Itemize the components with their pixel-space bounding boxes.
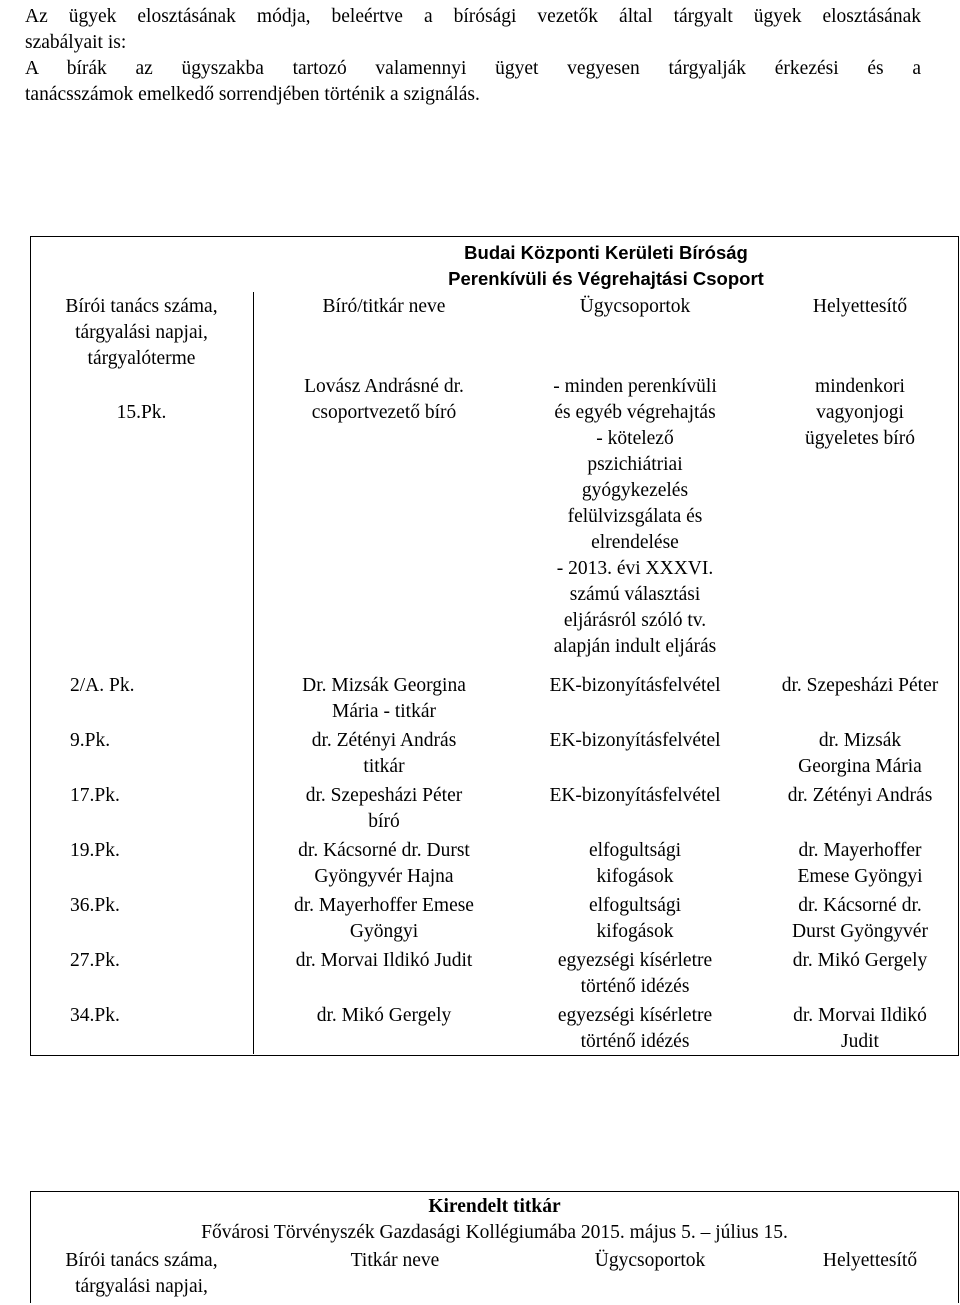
substitute-line: Durst Gyöngyvér: [792, 921, 928, 942]
judge-name-line: bíró: [368, 811, 400, 832]
group-name: Perenkívüli és Végrehajtási Csoport: [448, 268, 764, 289]
case-groups: [500, 1003, 770, 1055]
case-groups-line: EK-bizonyításfelvétel: [549, 730, 721, 751]
header-line: Bírói tanács száma,: [65, 296, 218, 317]
case-groups-line: felülvizsgálata és: [567, 506, 703, 527]
substitute: [760, 1003, 960, 1055]
case-groups-line: kifogások: [596, 921, 674, 942]
council-number: 15.Pk.: [116, 402, 167, 423]
assigned-clerk-subtitle: Fővárosi Törvényszék Gazdasági Kollégiumába 2015. május 5. – július 15.: [201, 1222, 788, 1243]
council-number: 17.Pk.: [70, 785, 120, 806]
judge-name: [254, 374, 514, 426]
judge-name-line: dr. Zétényi András: [311, 730, 457, 751]
header-council-number-2: [31, 1248, 252, 1300]
substitute: [760, 948, 960, 974]
judge-name-line: Gyöngyvér Hajna: [314, 866, 454, 887]
substitute-line: dr. Zétényi András: [787, 785, 933, 806]
judge-name: [254, 893, 514, 945]
judge-name: [254, 728, 514, 780]
case-groups-line: egyezségi kísérletre: [557, 950, 713, 971]
council-number: 9.Pk.: [70, 730, 111, 751]
header-line: tárgyalóterme: [87, 348, 196, 369]
judge-name: [254, 948, 514, 974]
case-groups: [500, 893, 770, 945]
substitute-line: dr. Szepesházi Péter: [781, 675, 939, 696]
intro-paragraph: [25, 4, 921, 108]
substitute-line: Georgina Mária: [798, 756, 922, 777]
intro-line-3: A bírák az ügyszakba tartozó valamennyi ügyet vegyesen tárgyalják érkezési és a: [25, 58, 921, 79]
council-number: 19.Pk.: [70, 840, 120, 861]
case-groups-line: - kötelező: [596, 428, 674, 449]
substitute: [760, 728, 960, 780]
case-groups-line: EK-bizonyításfelvétel: [549, 675, 721, 696]
case-groups-line: elrendelése: [591, 532, 679, 553]
case-groups-line: EK-bizonyításfelvétel: [549, 785, 721, 806]
judge-name: [254, 838, 514, 890]
case-groups-line: - 2013. évi XXXVI.: [556, 558, 714, 579]
substitute-line: Emese Gyöngyi: [797, 866, 923, 887]
substitute: [760, 374, 960, 452]
substitute-line: mindenkori: [815, 376, 905, 397]
header-line: tárgyalási napjai,: [75, 322, 208, 343]
case-groups-line: kifogások: [596, 866, 674, 887]
substitute: [760, 673, 960, 699]
header-case-groups-2: Ügycsoportok: [594, 1250, 706, 1271]
header-line: tárgyalási napjai,: [75, 1276, 208, 1297]
judge-name-line: titkár: [363, 756, 405, 777]
header-line: Bírói tanács száma,: [65, 1250, 218, 1271]
intro-line-1: Az ügyek elosztásának módja, beleértve a bírósági vezetők által tárgyalt ügyek elosztásának: [25, 6, 921, 27]
substitute-line: vagyonjogi: [816, 402, 904, 423]
judge-name-line: dr. Mayerhoffer Emese: [294, 895, 474, 916]
court-name: Budai Központi Kerületi Bíróság: [464, 242, 748, 263]
judge-name-line: Mária - titkár: [332, 701, 436, 722]
intro-line-4: tanácsszámok emelkedő sorrendjében történik a szignálás.: [25, 84, 480, 105]
assigned-clerk-title: Kirendelt titkár: [428, 1196, 561, 1217]
case-groups-line: - minden perenkívüli: [553, 376, 717, 397]
judge-name-line: Gyöngyi: [349, 921, 419, 942]
case-groups: [500, 673, 770, 699]
header-clerk-name: Titkár neve: [350, 1250, 440, 1271]
case-groups-line: történő idézés: [580, 1031, 690, 1052]
case-groups-line: egyezségi kísérletre: [557, 1005, 713, 1026]
case-groups-line: történő idézés: [580, 976, 690, 997]
council-number: 2/A. Pk.: [70, 675, 135, 696]
header-substitute: Helyettesítő: [812, 296, 908, 317]
judge-name-line: csoportvezető bíró: [311, 402, 457, 423]
substitute-line: ügyeletes bíró: [805, 428, 915, 449]
substitute: [760, 893, 960, 945]
case-groups: [500, 948, 770, 1000]
substitute-line: Judit: [841, 1031, 879, 1052]
table-title: [254, 240, 958, 292]
substitute: [760, 838, 960, 890]
judge-name-line: dr. Morvai Ildikó Judit: [295, 950, 473, 971]
council-number: 36.Pk.: [70, 895, 120, 916]
header-judge-name: Bíró/titkár neve: [322, 296, 446, 317]
case-groups-line: és egyéb végrehajtás: [554, 402, 716, 423]
substitute: [760, 783, 960, 809]
case-groups: [500, 838, 770, 890]
judge-name: [254, 673, 514, 725]
judge-name: [254, 1003, 514, 1029]
case-groups: [500, 783, 770, 809]
case-groups-line: elfogultsági: [588, 840, 682, 861]
judge-name: [254, 783, 514, 835]
header-substitute-2: Helyettesítő: [822, 1250, 918, 1271]
header-case-groups: Ügycsoportok: [579, 296, 691, 317]
council-number: 34.Pk.: [70, 1005, 120, 1026]
case-groups-line: gyógykezelés: [581, 480, 689, 501]
case-groups-line: elfogultsági: [588, 895, 682, 916]
judge-name-line: dr. Kácsorné dr. Durst: [298, 840, 470, 861]
case-groups-line: pszichiátriai: [587, 454, 683, 475]
judge-name-line: Lovász Andrásné dr.: [304, 376, 464, 397]
judge-name-line: Dr. Mizsák Georgina: [302, 675, 466, 696]
case-groups-line: számú választási: [569, 584, 701, 605]
substitute-line: dr. Morvai Ildikó: [793, 1005, 927, 1026]
substitute-line: dr. Mayerhoffer: [798, 840, 922, 861]
council-number: 27.Pk.: [70, 950, 120, 971]
substitute-line: dr. Mizsák: [818, 730, 902, 751]
judge-name-line: dr. Mikó Gergely: [316, 1005, 452, 1026]
case-groups: [500, 728, 770, 754]
substitute-line: dr. Kácsorné dr.: [798, 895, 922, 916]
header-council-number: [31, 294, 252, 372]
case-groups-line: alapján indult eljárás: [553, 636, 717, 657]
case-groups-line: eljárásról szóló tv.: [563, 610, 707, 631]
substitute-line: dr. Mikó Gergely: [792, 950, 928, 971]
judge-name-line: dr. Szepesházi Péter: [305, 785, 463, 806]
case-groups: [500, 374, 770, 660]
intro-line-2: szabályait is:: [25, 32, 127, 53]
